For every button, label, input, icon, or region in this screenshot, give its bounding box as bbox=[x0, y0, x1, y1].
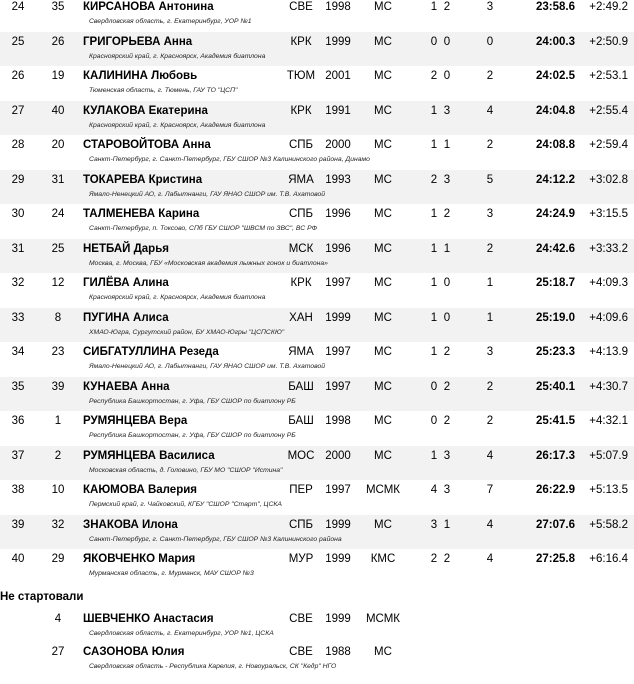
birth-year: 2000 bbox=[325, 139, 351, 151]
birth-year: 1996 bbox=[325, 208, 351, 220]
result-row bbox=[0, 549, 634, 584]
bib-number: 35 bbox=[51, 1, 65, 13]
team-code: КРК bbox=[290, 104, 312, 117]
athlete-region: Красноярский край, г. Красноярск, Академия биатлона bbox=[89, 294, 266, 301]
shooting-stage-1: 1 bbox=[430, 449, 438, 462]
shooting-stage-2: 2 bbox=[443, 415, 451, 427]
athlete-name: КАЛИНИНА Любовь bbox=[83, 70, 198, 82]
shooting-stage-1: 1 bbox=[430, 139, 438, 151]
athlete-name: КУЛАКОВА Екатерина bbox=[83, 104, 208, 117]
sport-rank: МС bbox=[374, 380, 392, 393]
birth-year: 1999 bbox=[325, 553, 351, 565]
shooting-stage-1: 1 bbox=[430, 346, 438, 358]
sport-rank: МСМК bbox=[365, 484, 401, 496]
birth-year: 1997 bbox=[325, 484, 351, 496]
athlete-name: ГРИГОРЬЕВА Анна bbox=[83, 35, 193, 48]
time-behind: +3:15.5 bbox=[589, 208, 628, 220]
result-row bbox=[0, 446, 634, 481]
sport-rank: МС bbox=[374, 208, 392, 220]
bib-number: 25 bbox=[51, 242, 65, 255]
sport-rank: КМС bbox=[370, 553, 396, 565]
sport-rank: МС bbox=[374, 173, 392, 186]
birth-year: 1993 bbox=[325, 173, 351, 186]
bib-number: 19 bbox=[51, 70, 65, 82]
result-row bbox=[0, 273, 634, 308]
birth-year: 1999 bbox=[325, 311, 351, 324]
place-cell: 31 bbox=[11, 242, 25, 255]
shooting-stage-1: 0 bbox=[430, 380, 438, 393]
athlete-region: Москва, г. Москва, ГБУ «Московская академия лыжных гонок и биатлона» bbox=[89, 259, 328, 267]
penalty-total: 2 bbox=[486, 242, 494, 255]
penalty-total: 7 bbox=[486, 484, 494, 496]
bib-number: 27 bbox=[51, 646, 65, 658]
shooting-stage-1: 1 bbox=[430, 104, 438, 117]
penalty-total: 1 bbox=[486, 311, 494, 324]
shooting-stage-2: 0 bbox=[443, 35, 451, 48]
athlete-region: Санкт-Петербург, п. Токсово, СПб ГБУ СШОР "ШВСМ по ЗВС", ВС РФ bbox=[89, 225, 317, 232]
athlete-name: НЕТБАЙ Дарья bbox=[83, 242, 169, 255]
finish-time: 25:40.1 bbox=[535, 380, 575, 393]
result-row bbox=[0, 480, 634, 515]
athlete-name: ТАЛМЕНЕВА Карина bbox=[83, 208, 200, 220]
time-behind: +4:32.1 bbox=[589, 415, 628, 427]
team-code: СПБ bbox=[288, 139, 314, 151]
shooting-stage-1: 2 bbox=[430, 70, 438, 82]
bib-number: 12 bbox=[51, 277, 65, 289]
shooting-stage-2: 3 bbox=[443, 104, 451, 117]
sport-rank: МС bbox=[374, 415, 392, 427]
penalty-total: 5 bbox=[486, 173, 494, 186]
athlete-name: РУМЯНЦЕВА Вера bbox=[83, 415, 188, 427]
team-code: СВЕ bbox=[289, 613, 313, 625]
athlete-region: Ямало-Ненецкий АО, г. Лабытнанги, ГАУ ЯНАО СШОР им. Т.В. Ахатовой bbox=[89, 363, 326, 370]
athlete-region: Республика Башкортостан, г. Уфа, ГБУ СШОР по биатлону РБ bbox=[89, 432, 296, 439]
bib-number: 4 bbox=[54, 613, 62, 625]
time-behind: +2:49.2 bbox=[589, 1, 628, 13]
time-behind: +3:33.2 bbox=[589, 242, 628, 255]
result-row bbox=[0, 66, 634, 101]
place-cell: 24 bbox=[11, 1, 25, 13]
bib-number: 8 bbox=[54, 311, 62, 324]
place-cell: 26 bbox=[11, 70, 25, 82]
bib-number: 31 bbox=[51, 173, 65, 186]
penalty-total: 4 bbox=[486, 104, 494, 117]
result-row bbox=[0, 0, 634, 32]
birth-year: 1996 bbox=[325, 242, 351, 255]
result-row bbox=[0, 308, 634, 343]
sport-rank: МС bbox=[374, 646, 392, 658]
team-code: БАШ bbox=[288, 415, 314, 427]
athlete-region: Мурманская область, г. Мурманск, МАУ СШОР №3 bbox=[89, 570, 254, 577]
shooting-stage-2: 2 bbox=[443, 208, 451, 220]
sport-rank: МС bbox=[374, 104, 392, 117]
team-code: КРК bbox=[290, 277, 312, 289]
athlete-name: САЗОНОВА Юлия bbox=[83, 646, 185, 658]
team-code: СВЕ bbox=[289, 1, 313, 13]
result-row bbox=[0, 170, 634, 205]
bib-number: 2 bbox=[54, 449, 62, 462]
shooting-stage-2: 3 bbox=[443, 484, 451, 496]
athlete-name: КАЮМОВА Валерия bbox=[83, 484, 197, 496]
sport-rank: МС bbox=[374, 70, 392, 82]
shooting-stage-2: 1 bbox=[443, 242, 451, 255]
place-cell: 40 bbox=[11, 553, 25, 565]
birth-year: 1998 bbox=[325, 1, 351, 13]
finish-time: 23:58.6 bbox=[535, 1, 575, 13]
bib-number: 40 bbox=[51, 104, 65, 117]
penalty-total: 3 bbox=[486, 208, 494, 220]
shooting-stage-2: 1 bbox=[443, 139, 451, 151]
result-row bbox=[0, 135, 634, 170]
finish-time: 24:04.8 bbox=[535, 104, 575, 117]
finish-time: 27:07.6 bbox=[535, 518, 575, 531]
team-code: ХАН bbox=[289, 311, 313, 324]
time-behind: +5:07.9 bbox=[589, 449, 628, 462]
finish-time: 25:19.0 bbox=[535, 311, 575, 324]
penalty-total: 2 bbox=[486, 415, 494, 427]
result-row bbox=[0, 642, 634, 677]
shooting-stage-1: 4 bbox=[430, 484, 438, 496]
athlete-name: СИБГАТУЛЛИНА Резеда bbox=[83, 346, 219, 358]
time-behind: +2:50.9 bbox=[589, 35, 628, 48]
shooting-stage-2: 3 bbox=[443, 173, 451, 186]
time-behind: +2:59.4 bbox=[589, 139, 628, 151]
bib-number: 1 bbox=[54, 415, 62, 427]
sport-rank: МС bbox=[374, 449, 392, 462]
place-cell: 32 bbox=[11, 277, 25, 289]
finish-time: 24:08.8 bbox=[535, 139, 575, 151]
athlete-region: Санкт-Петербург, г. Санкт-Петербург, ГБУ СШОР №3 Калининского района bbox=[89, 535, 342, 543]
athlete-region: Свердловская область - Республика Карелия, г. Новоуральск, СК "Кедр" НГО bbox=[89, 663, 337, 670]
place-cell: 25 bbox=[11, 35, 25, 48]
team-code: КРК bbox=[290, 35, 312, 48]
shooting-stage-1: 2 bbox=[430, 553, 438, 565]
shooting-stage-2: 2 bbox=[443, 553, 451, 565]
result-row bbox=[0, 515, 634, 550]
athlete-region: Московская область, д. Головино, ГБУ МО "СШОР "Истина" bbox=[89, 466, 283, 474]
finish-time: 24:12.2 bbox=[535, 173, 575, 186]
finish-time: 25:41.5 bbox=[535, 415, 575, 427]
sport-rank: МС bbox=[374, 242, 392, 255]
athlete-region: Пермский край, г. Чайковский, КГБУ "СШОР "Старт", ЦСКА bbox=[89, 501, 282, 508]
result-row bbox=[0, 377, 634, 412]
birth-year: 1999 bbox=[325, 613, 351, 625]
time-behind: +4:09.6 bbox=[589, 311, 628, 324]
athlete-region: Свердловская область, г. Екатеринбург, УОР №1 bbox=[89, 18, 252, 25]
shooting-stage-1: 1 bbox=[430, 208, 438, 220]
result-row bbox=[0, 411, 634, 446]
finish-time: 27:25.8 bbox=[535, 553, 575, 565]
penalty-total: 2 bbox=[486, 139, 494, 151]
team-code: МСК bbox=[288, 242, 314, 255]
bib-number: 10 bbox=[51, 484, 65, 496]
birth-year: 1998 bbox=[325, 415, 351, 427]
sport-rank: МС bbox=[374, 346, 392, 358]
athlete-region: Красноярский край, г. Красноярск, Академия биатлона bbox=[89, 121, 266, 129]
penalty-total: 0 bbox=[486, 35, 494, 48]
athlete-region: Республика Башкортостан, г. Уфа, ГБУ СШОР по биатлону РБ bbox=[89, 397, 296, 405]
team-code: ЯМА bbox=[288, 346, 314, 358]
time-behind: +5:58.2 bbox=[589, 518, 628, 531]
place-cell: 37 bbox=[11, 449, 25, 462]
time-behind: +2:55.4 bbox=[589, 104, 628, 117]
athlete-region: Тюменская область, г. Тюмень, ГАУ ТО "ЦСП" bbox=[89, 87, 238, 94]
result-row bbox=[0, 204, 634, 239]
shooting-stage-2: 0 bbox=[443, 70, 451, 82]
team-code: ПЕР bbox=[289, 484, 313, 496]
shooting-stage-1: 1 bbox=[430, 242, 438, 255]
penalty-total: 3 bbox=[486, 346, 494, 358]
sport-rank: МС bbox=[374, 311, 392, 324]
team-code: СПБ bbox=[288, 208, 314, 220]
bib-number: 29 bbox=[51, 553, 65, 565]
penalty-total: 4 bbox=[486, 518, 494, 531]
shooting-stage-1: 2 bbox=[430, 173, 438, 186]
athlete-name: ПУГИНА Алиса bbox=[83, 311, 169, 324]
shooting-stage-1: 1 bbox=[430, 311, 438, 324]
result-row bbox=[0, 342, 634, 377]
place-cell: 27 bbox=[11, 104, 25, 117]
birth-year: 1991 bbox=[325, 104, 351, 117]
athlete-name: РУМЯНЦЕВА Василиса bbox=[83, 449, 215, 462]
sport-rank: МС bbox=[374, 518, 392, 531]
athlete-region: Свердловская область, г. Екатеринбург, УОР №1, ЦСКА bbox=[89, 630, 274, 637]
penalty-total: 4 bbox=[486, 553, 494, 565]
athlete-name: ТОКАРЕВА Кристина bbox=[83, 173, 203, 186]
finish-time: 25:18.7 bbox=[535, 277, 575, 289]
shooting-stage-1: 3 bbox=[430, 518, 438, 531]
sport-rank: МС bbox=[374, 139, 392, 151]
bib-number: 32 bbox=[51, 518, 65, 531]
sport-rank: МС bbox=[374, 35, 392, 48]
team-code: ЯМА bbox=[288, 173, 314, 186]
finish-time: 26:22.9 bbox=[535, 484, 575, 496]
athlete-region: Санкт-Петербург, г. Санкт-Петербург, ГБУ СШОР №3 Калининского района, Динамо bbox=[89, 156, 370, 163]
place-cell: 35 bbox=[11, 380, 25, 393]
athlete-name: ЗНАКОВА Илона bbox=[83, 518, 178, 531]
penalty-total: 1 bbox=[486, 277, 494, 289]
place-cell: 28 bbox=[11, 139, 25, 151]
shooting-stage-1: 1 bbox=[430, 277, 438, 289]
sport-rank: МСМК bbox=[365, 613, 401, 625]
birth-year: 1997 bbox=[325, 346, 351, 358]
result-row bbox=[0, 101, 634, 136]
bib-number: 20 bbox=[51, 139, 65, 151]
athlete-name: КИРСАНОВА Антонина bbox=[83, 1, 214, 13]
shooting-stage-2: 2 bbox=[443, 1, 451, 13]
athlete-region: Красноярский край, г. Красноярск, Академия биатлона bbox=[89, 52, 266, 60]
finish-time: 24:02.5 bbox=[535, 70, 575, 82]
shooting-stage-2: 0 bbox=[443, 277, 451, 289]
finish-time: 24:00.3 bbox=[535, 35, 575, 48]
birth-year: 1997 bbox=[325, 380, 351, 393]
shooting-stage-2: 3 bbox=[443, 449, 451, 462]
athlete-name: КУНАЕВА Анна bbox=[83, 380, 170, 393]
shooting-stage-2: 0 bbox=[443, 311, 451, 324]
athlete-region: ХМАО-Югра, Сургутский район, БУ ХМАО-Югры "ЦСПСКЮ" bbox=[89, 328, 285, 336]
athlete-name: ЯКОВЧЕНКО Мария bbox=[83, 553, 196, 565]
bib-number: 24 bbox=[51, 208, 65, 220]
shooting-stage-2: 1 bbox=[443, 518, 451, 531]
bib-number: 26 bbox=[51, 35, 65, 48]
penalty-total: 2 bbox=[486, 70, 494, 82]
athlete-region: Ямало-Ненецкий АО, г. Лабытнанги, ГАУ ЯНАО СШОР им. Т.В. Ахатовой bbox=[89, 190, 326, 198]
shooting-stage-2: 2 bbox=[443, 346, 451, 358]
team-code: МОС bbox=[287, 449, 315, 462]
penalty-total: 4 bbox=[486, 449, 494, 462]
sport-rank: МС bbox=[374, 277, 392, 289]
finish-time: 25:23.3 bbox=[535, 346, 575, 358]
place-cell: 36 bbox=[11, 415, 25, 427]
athlete-name: ШЕВЧЕНКО Анастасия bbox=[83, 613, 214, 625]
penalty-total: 3 bbox=[486, 1, 494, 13]
place-cell: 29 bbox=[11, 173, 25, 186]
shooting-stage-2: 2 bbox=[443, 380, 451, 393]
result-row bbox=[0, 239, 634, 274]
sport-rank: МС bbox=[374, 1, 392, 13]
shooting-stage-1: 0 bbox=[430, 35, 438, 48]
finish-time: 24:42.6 bbox=[535, 242, 575, 255]
athlete-name: ГИЛЁВА Алина bbox=[83, 277, 169, 289]
team-code: ТЮМ bbox=[286, 70, 316, 82]
place-cell: 38 bbox=[11, 484, 25, 496]
shooting-stage-1: 0 bbox=[430, 415, 438, 427]
place-cell: 34 bbox=[11, 346, 25, 358]
place-cell: 39 bbox=[11, 518, 25, 531]
finish-time: 24:24.9 bbox=[535, 208, 575, 220]
team-code: МУР bbox=[288, 553, 314, 565]
finish-time: 26:17.3 bbox=[535, 449, 575, 462]
bib-number: 39 bbox=[51, 380, 65, 393]
team-code: БАШ bbox=[288, 380, 314, 393]
time-behind: +2:53.1 bbox=[589, 70, 628, 82]
time-behind: +4:30.7 bbox=[589, 380, 628, 393]
time-behind: +6:16.4 bbox=[589, 553, 628, 565]
time-behind: +4:09.3 bbox=[589, 277, 628, 289]
birth-year: 1997 bbox=[325, 277, 351, 289]
birth-year: 1988 bbox=[325, 646, 351, 658]
bib-number: 23 bbox=[51, 346, 65, 358]
birth-year: 2001 bbox=[325, 70, 351, 82]
place-cell: 33 bbox=[11, 311, 25, 324]
dns-section-heading: Не стартовали bbox=[0, 591, 84, 603]
shooting-stage-1: 1 bbox=[430, 1, 438, 13]
time-behind: +4:13.9 bbox=[589, 346, 628, 358]
birth-year: 1999 bbox=[325, 518, 351, 531]
result-row bbox=[0, 609, 634, 644]
time-behind: +5:13.5 bbox=[589, 484, 628, 496]
penalty-total: 2 bbox=[486, 380, 494, 393]
team-code: СПБ bbox=[288, 518, 314, 531]
birth-year: 1999 bbox=[325, 35, 351, 48]
place-cell: 30 bbox=[11, 208, 25, 220]
birth-year: 2000 bbox=[325, 449, 351, 462]
time-behind: +3:02.8 bbox=[589, 173, 628, 186]
team-code: СВЕ bbox=[289, 646, 313, 658]
athlete-name: СТАРОВОЙТОВА Анна bbox=[83, 139, 211, 151]
result-row bbox=[0, 32, 634, 67]
